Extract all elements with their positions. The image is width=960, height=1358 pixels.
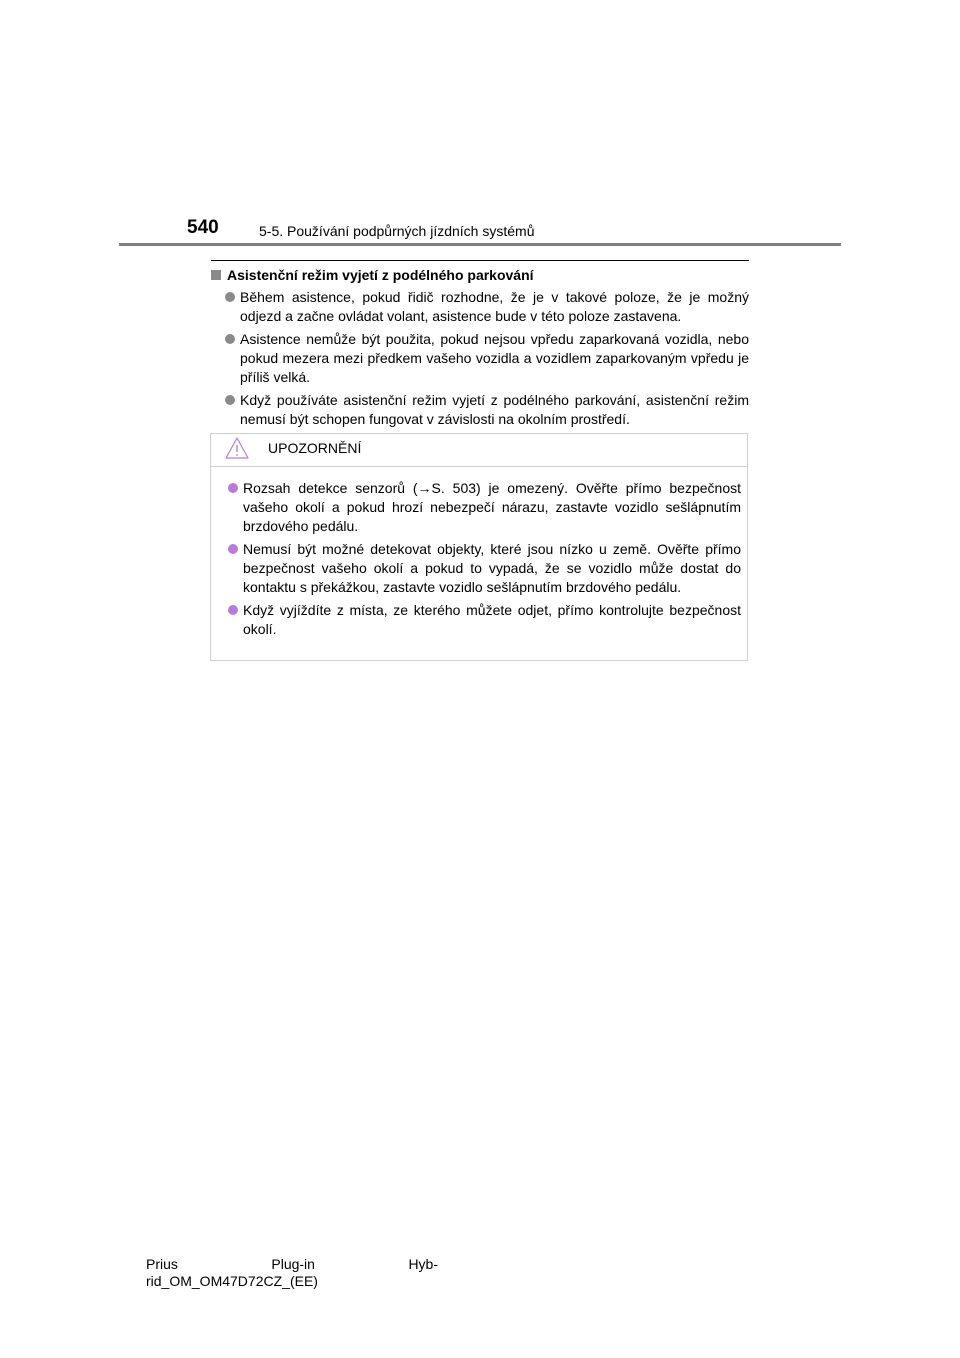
circle-bullet-icon — [225, 334, 235, 344]
circle-bullet-icon — [225, 395, 235, 405]
list-item-text: Rozsah detekce senzorů (→S. 503) je omezený. Ověřte přímo bezpečnost vašeho okolí a pokud hrozí nebezpečí nárazu, zastavte vozidlo sešlápnutím brzdového pedálu. — [243, 480, 741, 534]
caution-box — [210, 433, 748, 661]
list-item — [211, 330, 749, 387]
section-heading-text: Asistenční režim vyjetí z podélného parkování — [227, 267, 534, 283]
list-item-text: Nemusí být možné detekovat objekty, které jsou nízko u země. Ověřte přímo bezpečnost vašeho okolí a pokud to vypadá, že se vozidlo může dostat do kontaktu s překážkou, zastavte vozidlo sešlápnutím brzdového pedálu. — [243, 541, 741, 595]
list-item — [211, 479, 741, 536]
circle-bullet-icon — [228, 544, 238, 554]
list-item — [211, 288, 749, 326]
footer-line-2: rid_OM_OM47D72CZ_(EE) — [146, 1273, 318, 1289]
section-title: 5-5. Používání podpůrných jízdních systémů — [259, 223, 535, 239]
header-divider — [119, 243, 841, 246]
section-heading — [211, 266, 749, 284]
list-item — [211, 540, 741, 597]
list-item — [211, 601, 741, 639]
list-item — [211, 391, 749, 429]
circle-bullet-icon — [228, 605, 238, 615]
footer-line-1 — [146, 1256, 438, 1273]
list-item-text: Když vyjíždíte z místa, ze kterého můžete odjet, přímo kontrolujte bezpečnost okolí. — [243, 602, 741, 637]
footer-word: Prius — [146, 1256, 178, 1272]
list-item-text: Když používáte asistenční režim vyjetí z podélného parkování, asistenční režim nemusí být schopen fungovat v závislosti na okolním prostředí. — [240, 392, 749, 427]
circle-bullet-icon — [228, 483, 238, 493]
caution-header — [211, 434, 747, 467]
caution-title: UPOZORNĚNÍ — [268, 440, 362, 456]
footer — [146, 1256, 438, 1290]
footer-word: Plug-in — [271, 1256, 315, 1272]
content-divider — [211, 260, 749, 261]
circle-bullet-icon — [225, 292, 235, 302]
square-bullet-icon — [211, 270, 221, 280]
list-item-text: Asistence nemůže být použita, pokud nejsou vpředu zaparkovaná vozidla, nebo pokud mezera mezi předkem vašeho vozidla a vozidlem zaparkovaným vpředu je příliš velká. — [240, 331, 749, 385]
caution-body — [211, 475, 741, 639]
list-item-text: Během asistence, pokud řidič rozhodne, že je v takové poloze, že je možný odjezd a začne ovládat volant, asistence bude v této poloze zastavena. — [240, 289, 749, 324]
warning-triangle-icon — [225, 436, 249, 460]
section-content — [211, 266, 749, 429]
page-number: 540 — [187, 217, 219, 238]
footer-word: Hyb- — [408, 1256, 438, 1272]
